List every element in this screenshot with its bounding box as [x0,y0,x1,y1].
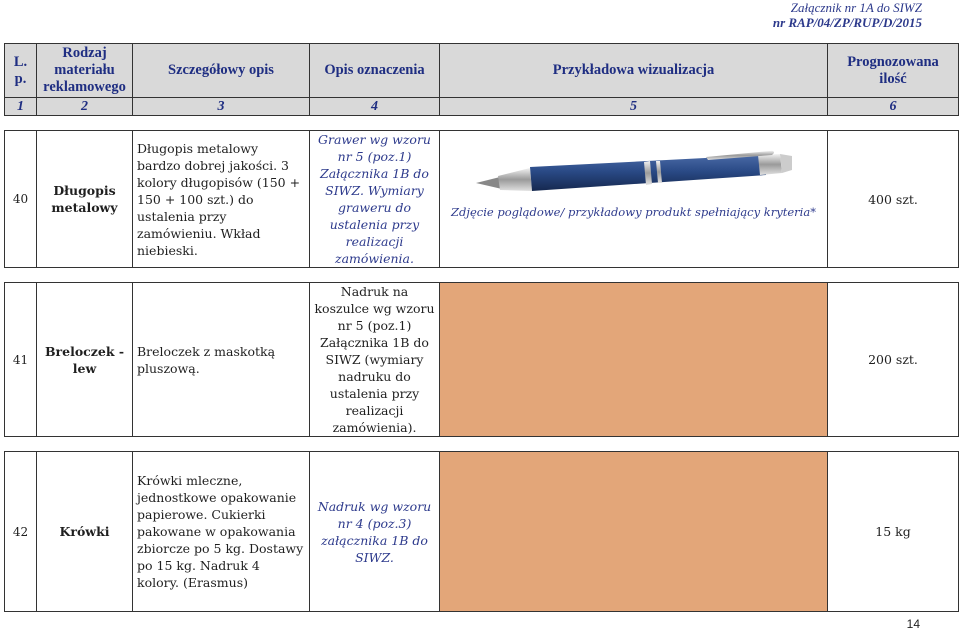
column-number: 5 [440,98,828,116]
column-header-marking: Opis oznaczenia [310,44,440,98]
column-number: 1 [5,98,37,116]
marking-description: Grawer wg wzoru nr 5 (poz.1) Załącznika 1B do SIWZ. Wymiary graweru do ustalenia przy realizacji zamówienia. [310,131,440,268]
column-number: 2 [37,98,133,116]
document-header [773,0,922,30]
visualization-image [440,283,828,437]
column-header-material: Rodzaj materiału reklamowego [37,44,133,98]
material-description: Krówki mleczne, jednostkowe opakowanie papierowe. Cukierki pakowane w opakowania zbiorcze po 5 kg. Dostawy po 15 kg. Nadruk 4 kolory. (Erasmus) [133,452,310,612]
material-name: Krówki [37,452,133,612]
materials-table [4,43,959,612]
table-row [5,283,959,437]
marking-description: Nadruk na koszulce wg wzoru nr 5 (poz.1) Załącznika 1B do SIWZ (wymiary nadruku do ustalenia przy realizacji zamówienia). [310,283,440,437]
visualization-cell [440,131,828,268]
quantity: 400 szt. [828,131,959,268]
table-row [5,131,959,268]
table-header-row [5,44,959,98]
attachment-label: Załącznik nr 1A do SIWZ [790,0,922,15]
row-gap [5,268,959,283]
quantity: 200 szt. [828,283,959,437]
row-number: 42 [5,452,37,612]
material-name: Długopis metalowy [37,131,133,268]
column-number-row [5,98,959,116]
row-number: 40 [5,131,37,268]
column-header-lp: L. p. [5,44,37,98]
row-number: 41 [5,283,37,437]
page-number: 14 [906,617,920,631]
column-header-description: Szczegółowy opis [133,44,310,98]
quantity: 15 kg [828,452,959,612]
column-header-quantity: Prognozowana ilość [828,44,959,98]
column-number: 3 [133,98,310,116]
visualization-caption: Zdjęcie poglądowe/ przykładowy produkt spełniający kryteria* [451,205,816,219]
reference-number: nr RAP/04/ZP/RUP/D/2015 [772,15,922,30]
row-gap [5,437,959,452]
column-number: 6 [828,98,959,116]
column-header-visualization: Przykładowa wizualizacja [440,44,828,98]
material-description: Breloczek z maskotką pluszową. [133,283,310,437]
table-row [5,452,959,612]
visualization-image [440,452,828,612]
column-number: 4 [310,98,440,116]
row-gap [5,116,959,131]
material-name: Breloczek - lew [37,283,133,437]
pen-icon [474,149,794,193]
material-description: Długopis metalowy bardzo dobrej jakości. 3 kolory długopisów (150 + 150 + 100 szt.) do ustalenia przy zamówieniu. Wkład niebieski. [133,131,310,268]
marking-description: Nadruk wg wzoru nr 4 (poz.3) załącznika 1B do SIWZ. [310,452,440,612]
